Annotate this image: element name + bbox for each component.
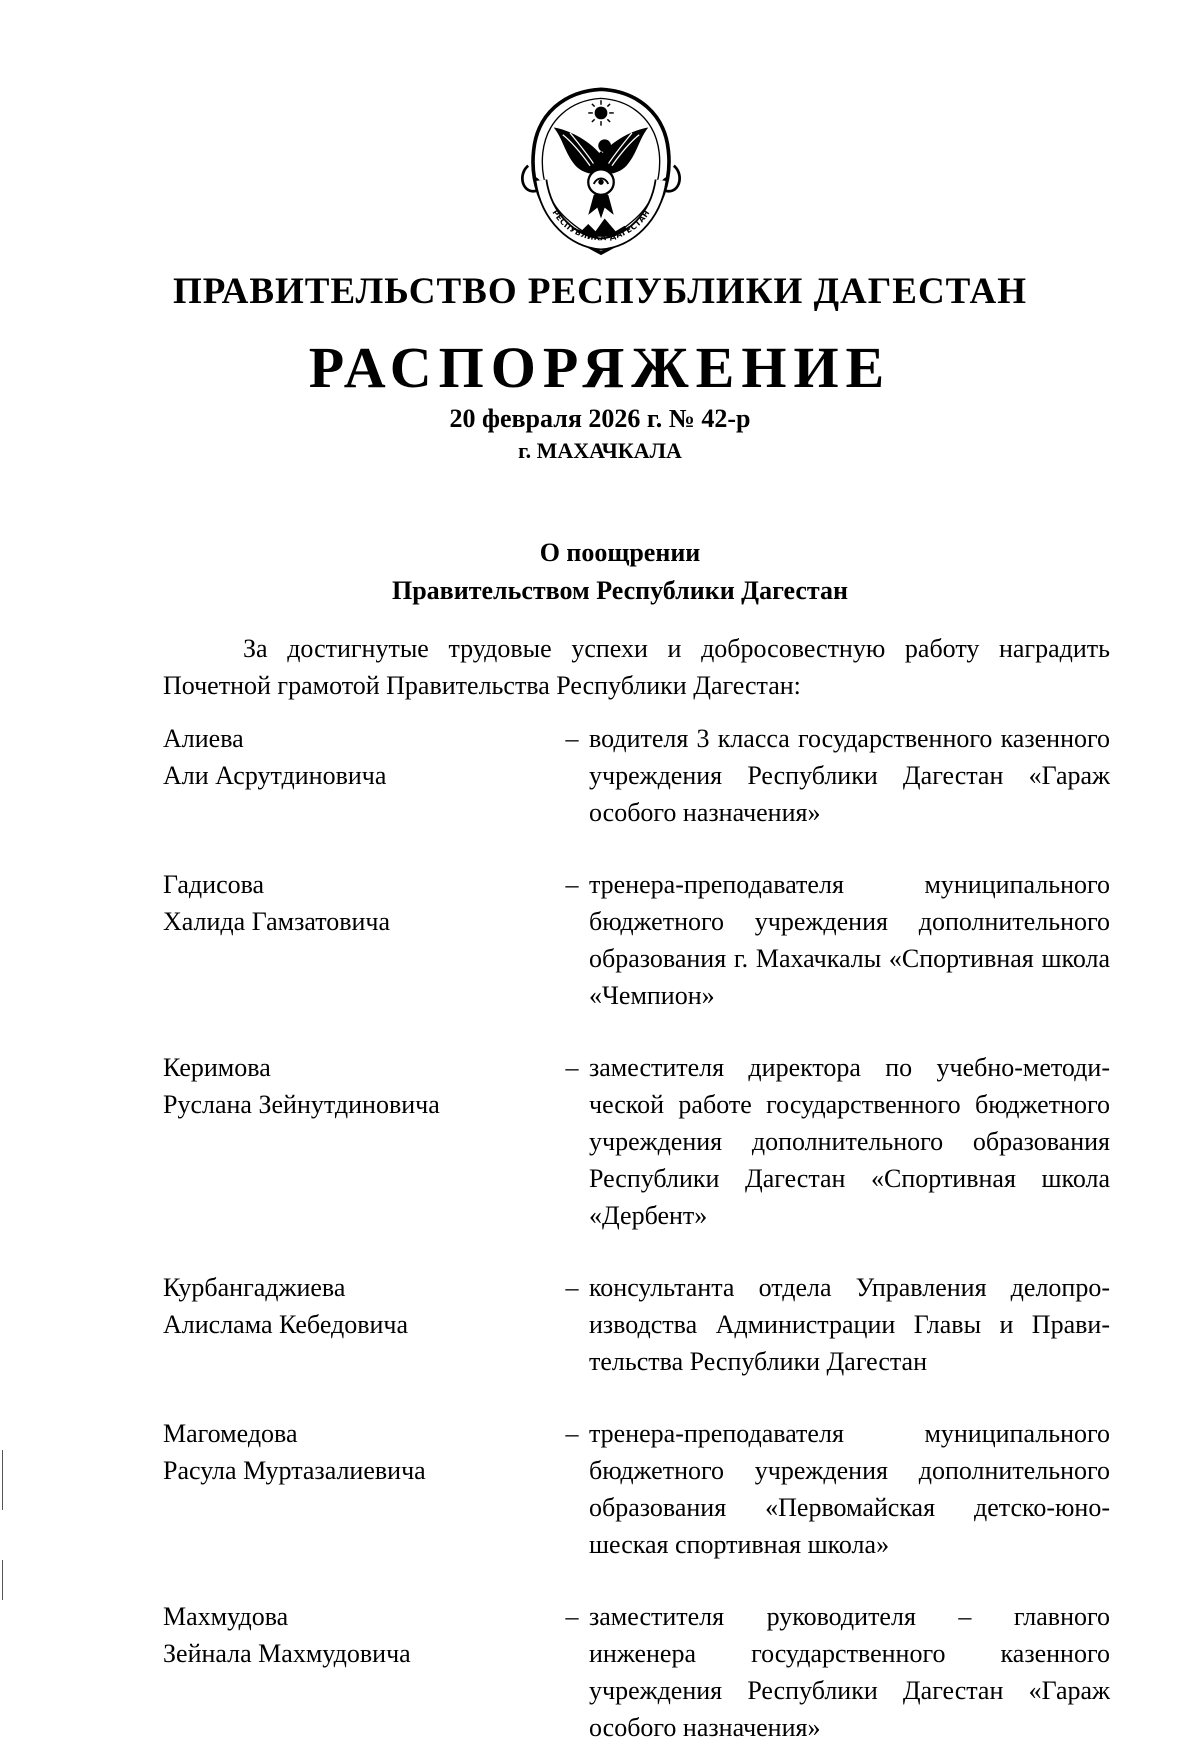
list-item bbox=[163, 720, 1110, 831]
awardee-given-names: Расула Муртазалиевича bbox=[163, 1456, 426, 1485]
awardee-given-names: Зейнала Махмудовича bbox=[163, 1639, 411, 1668]
dash-separator: – bbox=[565, 724, 579, 753]
dash-separator: – bbox=[565, 1053, 579, 1082]
list-item bbox=[163, 1049, 1110, 1234]
awardee-name bbox=[163, 1598, 555, 1672]
scan-artifact bbox=[2, 1450, 3, 1510]
awardee-name bbox=[163, 866, 555, 940]
awardee-position: консультанта отдела Управления делопроизводства Администрации Главы и Правительства Республики Дагестан bbox=[589, 1273, 1110, 1376]
government-title: ПРАВИТЕЛЬСТВО РЕСПУБЛИКИ ДАГЕСТАН bbox=[172, 271, 1028, 312]
list-item bbox=[163, 1598, 1110, 1746]
dash-separator: – bbox=[565, 1602, 579, 1631]
list-item bbox=[163, 1415, 1110, 1563]
awardee-name bbox=[163, 720, 555, 794]
awardee-list bbox=[163, 720, 1110, 1746]
intro-paragraph: За достигнутые трудовые успехи и добросовестную работу наградить Почетной грамотой Правительства Республики Дагестан: bbox=[163, 634, 1110, 700]
document-date-number: 20 февраля 2026 г. № 42-р bbox=[449, 404, 751, 433]
awardee-surname: Керимова bbox=[163, 1053, 271, 1082]
document-type: РАСПОРЯЖЕНИЕ bbox=[308, 335, 892, 400]
dash-separator: – bbox=[565, 870, 579, 899]
awardee-position: тренера-преподавателя муниципального бюджетного учреждения дополнительного образования г. Махачкалы «Спортивная школа «Чемпион» bbox=[589, 870, 1110, 1010]
awardee-position: тренера-преподавателя муниципального бюджетного учреждения дополнительного образования «Первомайская детско-юношеская спортивная школа» bbox=[589, 1419, 1110, 1559]
awardee-surname: Магомедова bbox=[163, 1419, 298, 1448]
dash-separator: – bbox=[565, 1419, 579, 1448]
awardee-given-names: Халида Гамзатовича bbox=[163, 907, 391, 936]
subject-line-2: Правительством Республики Дагестан bbox=[391, 576, 848, 605]
document-subject bbox=[340, 534, 900, 610]
awardee-surname: Алиева bbox=[163, 724, 244, 753]
awardee-given-names: Али Асрутдиновича bbox=[163, 761, 387, 790]
awardee-surname: Махмудова bbox=[163, 1602, 289, 1631]
awardee-name bbox=[163, 1269, 555, 1343]
awardee-position: водителя 3 класса государственного казенного учреждения Республики Дагестан «Гараж особого назначения» bbox=[589, 724, 1110, 827]
document-city: г. МАХАЧКАЛА bbox=[518, 438, 682, 463]
awardee-given-names: Руслана Зейнутдиновича bbox=[163, 1090, 440, 1119]
awardee-position: заместителя руководителя – главного инженера государственного казенного учреждения Республики Дагестан «Гараж особого назначения» bbox=[589, 1602, 1110, 1742]
dash-separator: – bbox=[565, 1273, 579, 1302]
awardee-surname: Курбангаджиева bbox=[163, 1273, 346, 1302]
scan-artifact bbox=[2, 1560, 3, 1600]
emblem-ribbon-text: РЕСПУБЛИКА ДАГЕСТАН bbox=[550, 208, 652, 243]
awardee-given-names: Алислама Кебедовича bbox=[163, 1310, 409, 1339]
list-item bbox=[163, 1269, 1110, 1380]
list-item bbox=[163, 866, 1110, 1014]
subject-line-1: О поощрении bbox=[539, 538, 701, 567]
awardee-name bbox=[163, 1049, 555, 1123]
awardee-surname: Гадисова bbox=[163, 870, 265, 899]
awardee-name bbox=[163, 1415, 555, 1489]
dagestan-coat-of-arms-icon bbox=[510, 82, 692, 264]
awardee-position: заместителя директора по учебно-методической работе государственного бюджетного учреждения дополнительного образования Республики Дагестан «Спортивная школа «Дербент» bbox=[589, 1053, 1110, 1230]
